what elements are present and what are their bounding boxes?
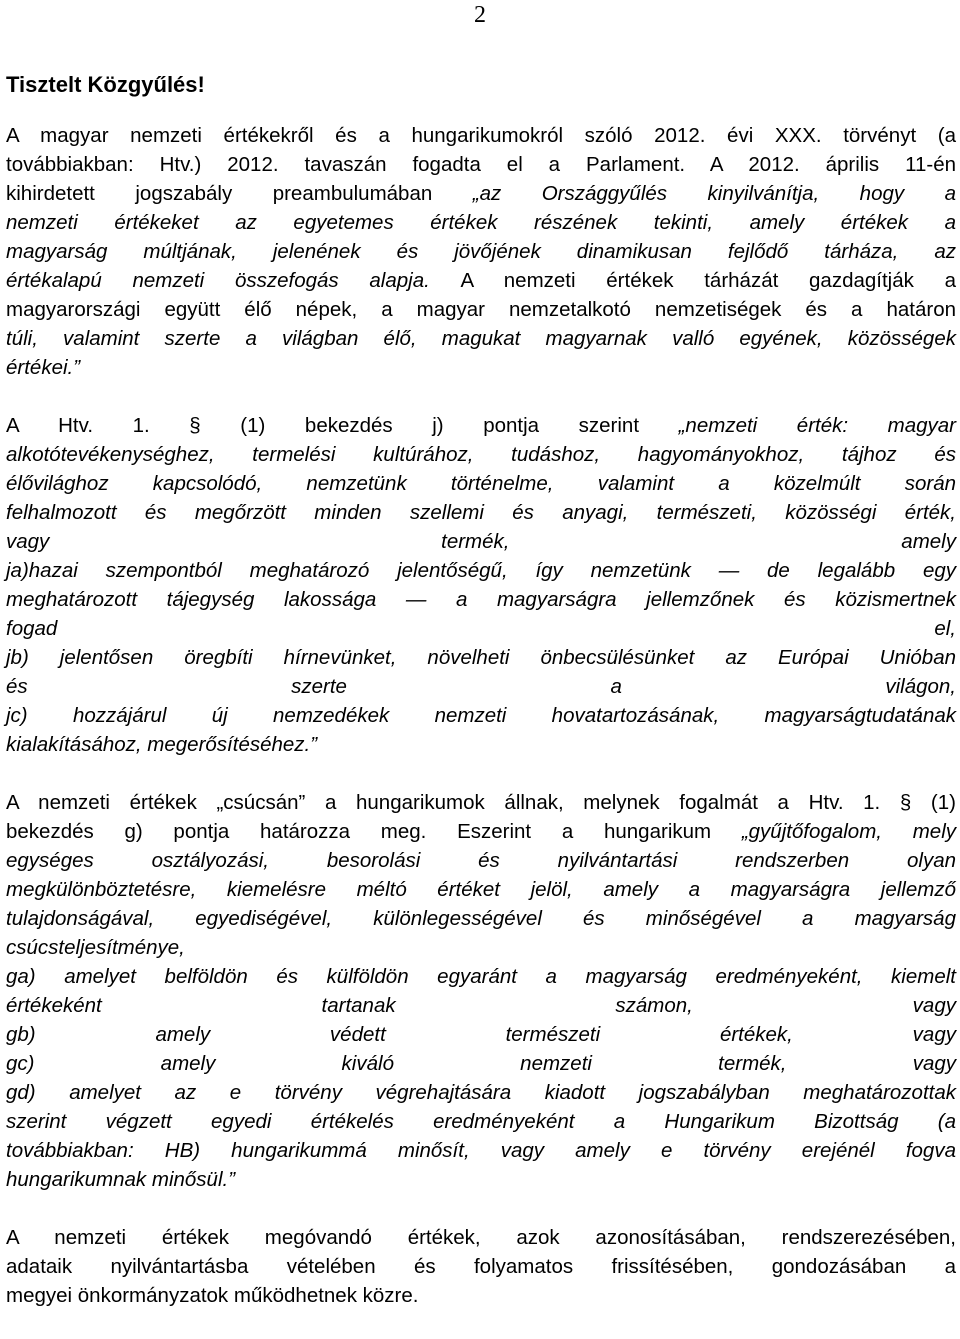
text-segment: A Htv. 1. § (1) bekezdés j) pontja szerint <box>6 414 679 437</box>
italic-quote-text: alkotótevékenységhez, termelési kultúrához, tudáshoz, hagyományokhoz, tájhoz és <box>6 443 956 466</box>
text-line <box>6 1049 956 1078</box>
text-segment: megyei önkormányzatok működhetnek közre. <box>6 1284 419 1307</box>
text-line <box>6 498 956 527</box>
text-line <box>6 208 956 237</box>
text-line <box>6 643 956 672</box>
italic-quote-text: továbbiakban: HB) hungarikummá minősít, vagy amely e törvény erejénél fogva <box>6 1139 956 1162</box>
text-line <box>6 556 956 585</box>
text-segment: A nemzeti értékek megóvandó értékek, azok azonosításában, rendszerezésében, <box>6 1226 956 1249</box>
italic-quote-text: magyarság múltjának, jelenének és jövőjének dinamikusan fejlődő tárháza, az <box>6 240 956 263</box>
text-line <box>6 324 956 353</box>
text-line <box>6 1107 956 1136</box>
italic-quote-text: „az Országgyűlés kinyilvánítja, hogy a <box>472 182 957 205</box>
text-line <box>6 1020 956 1049</box>
italic-quote-text: ga) amelyet belföldön és külföldön egyaránt a magyarság eredményeként, kiemelt <box>6 965 956 988</box>
text-line <box>6 672 956 701</box>
text-line <box>6 150 956 179</box>
text-line <box>6 846 956 875</box>
text-line <box>6 411 956 440</box>
text-line <box>6 469 956 498</box>
text-line <box>6 1136 956 1165</box>
italic-quote-text: szerint végzett egyedi értékelés eredményeként a Hungarikum Bizottság (a <box>6 1110 956 1133</box>
paragraphs-container <box>6 121 956 1310</box>
italic-quote-text: élővilághoz kapcsolódó, nemzetünk történelme, valamint a közelmúlt során <box>6 472 956 495</box>
text-line <box>6 788 956 817</box>
text-line <box>6 585 956 614</box>
italic-quote-text: egységes osztályozási, besorolási és nyilvántartási rendszerben olyan <box>6 849 956 872</box>
italic-quote-text: hungarikumnak minősül.” <box>6 1168 236 1191</box>
text-line <box>6 730 956 759</box>
document-body <box>6 70 956 1339</box>
body-paragraph <box>6 1223 956 1310</box>
italic-quote-text: gb) amely védett természeti értékek, vagy <box>6 1023 956 1046</box>
text-line <box>6 875 956 904</box>
text-line <box>6 527 956 556</box>
italic-quote-text: nemzeti értékeket az egyetemes értékek részének tekinti, amely értékek a <box>6 211 956 234</box>
italic-quote-text: megkülönböztetésre, kiemelésre méltó értéket jelöl, amely a magyarságra jellemző <box>6 878 956 901</box>
text-line <box>6 1078 956 1107</box>
page-number: 2 <box>474 2 486 28</box>
italic-quote-text: értékeként tartanak számon, vagy <box>6 994 956 1017</box>
text-segment: bekezdés g) pontja határozza meg. Eszerint a hungarikum <box>6 820 742 843</box>
italic-quote-text: vagy termék, amely <box>6 530 956 553</box>
italic-quote-text: értékei.” <box>6 356 81 379</box>
salutation-heading: Tisztelt Közgyűlés! <box>6 72 205 97</box>
italic-quote-text: csúcsteljesítménye, <box>6 936 185 959</box>
text-line <box>6 817 956 846</box>
italic-quote-text: fogad el, <box>6 617 956 640</box>
text-segment: továbbiakban: Htv.) 2012. tavaszán fogadta el a Parlament. A 2012. április 11-én <box>6 153 956 176</box>
text-line <box>6 1223 956 1252</box>
text-segment: kihirdetett jogszabály preambulumában <box>6 182 473 205</box>
body-paragraph <box>6 788 956 1194</box>
text-line <box>6 237 956 266</box>
text-line <box>6 295 956 324</box>
text-segment: A nemzeti értékek tárházát gazdagítják a <box>460 269 956 292</box>
italic-quote-text: jb) jelentősen öregbíti hírnevünket, növelheti önbecsülésünket az Európai Unióban <box>6 646 956 669</box>
text-line <box>6 962 956 991</box>
text-segment: A nemzeti értékek „csúcsán” a hungarikumok állnak, melynek fogalmát a Htv. 1. § (1) <box>6 791 956 814</box>
text-line <box>6 266 956 295</box>
body-paragraph <box>6 121 956 382</box>
text-line <box>6 933 956 962</box>
body-paragraph <box>6 411 956 759</box>
text-line <box>6 1165 956 1194</box>
italic-quote-text: kialakításához, megerősítéséhez.” <box>6 733 318 756</box>
text-line <box>6 1252 956 1281</box>
italic-quote-text: „gyűjtőfogalom, mely <box>741 820 956 843</box>
italic-quote-text: tulajdonságával, egyediségével, különlegességével és minőségével a magyarság <box>6 907 956 930</box>
italic-quote-text: felhalmozott és megőrzött minden szellemi és anyagi, természeti, közösségi érték, <box>6 501 956 524</box>
italic-quote-text: és szerte a világon, <box>6 675 956 698</box>
text-line <box>6 991 956 1020</box>
text-line <box>6 353 956 382</box>
text-line <box>6 121 956 150</box>
text-segment: magyarországi együtt élő népek, a magyar nemzetalkotó nemzetiségek és a határon <box>6 298 956 321</box>
italic-quote-text: értékalapú nemzeti összefogás alapja. <box>6 269 461 292</box>
italic-quote-text: jc) hozzájárul új nemzedékek nemzeti hovatartozásának, magyarságtudatának <box>6 704 956 727</box>
italic-quote-text: túli, valamint szerte a világban élő, magukat magyarnak valló egyének, közösségek <box>6 327 956 350</box>
text-line <box>6 1281 956 1310</box>
italic-quote-text: meghatározott tájegység lakossága — a magyarságra jellemzőnek és közismertnek <box>6 588 956 611</box>
text-segment: adataik nyilvántartásba vételében és folyamatos frissítésében, gondozásában a <box>6 1255 956 1278</box>
text-line <box>6 701 956 730</box>
italic-quote-text: gd) amelyet az e törvény végrehajtására kiadott jogszabályban meghatározottak <box>6 1081 956 1104</box>
italic-quote-text: ja)hazai szempontból meghatározó jelentőségű, így nemzetünk — de legalább egy <box>6 559 956 582</box>
italic-quote-text: „nemzeti érték: magyar <box>678 414 957 437</box>
italic-quote-text: gc) amely kiváló nemzeti termék, vagy <box>6 1052 956 1075</box>
text-line <box>6 614 956 643</box>
text-segment: A magyar nemzeti értékekről és a hungarikumokról szóló 2012. évi XXX. törvényt (a <box>6 124 956 147</box>
text-line <box>6 904 956 933</box>
text-line <box>6 179 956 208</box>
text-line <box>6 440 956 469</box>
